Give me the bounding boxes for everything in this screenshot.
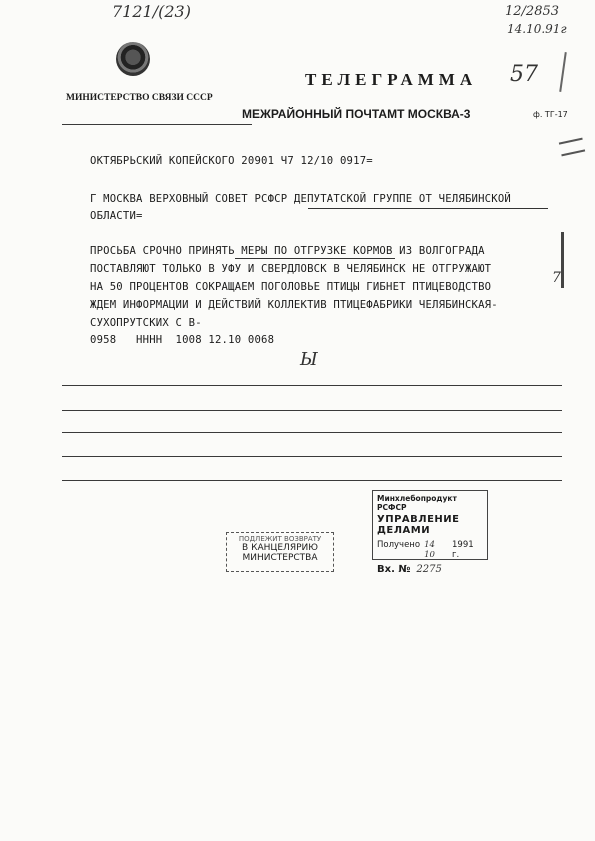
telegram-body-line-2: ПОСТАВЛЯЮТ ТОЛЬКО В УФУ И СВЕРДЛОВСК В ЧЕЛЯБИНСК НЕ ОТГРУЖАЮТ [90, 263, 492, 275]
stamp-return-line-3: МИНИСТЕРСТВА [242, 553, 318, 563]
body-underline-1 [235, 258, 395, 259]
telegram-body-line-4: ЖДЕМ ИНФОРМАЦИИ И ДЕЙСТВИЙ КОЛЛЕКТИВ ПТИЦЕФАБРИКИ ЧЕЛЯБИНСКАЯ- [90, 299, 498, 311]
handwritten-signature: Ы [300, 349, 318, 370]
handwritten-page-number: 57 [510, 62, 538, 87]
telegram-body-line-5: СУХОПРУТСКИХ С В- [90, 317, 202, 329]
handwritten-mark [559, 52, 567, 92]
handwritten-margin-note: 7 [552, 270, 561, 286]
margin-bracket [561, 232, 564, 288]
stamp-return-line-2: В КАНЦЕЛЯРИЮ [242, 543, 318, 553]
telegram-address-line-1: Г МОСКВА ВЕРХОВНЫЙ СОВЕТ РСФСР ДЕПУТАТСКОЙ ГРУППЕ ОТ ЧЕЛЯБИНСКОЙ [90, 193, 511, 205]
form-code: ф. ТГ-17 [533, 110, 568, 119]
ruled-line [62, 456, 562, 457]
stamp-received-date: 14 10 [424, 540, 435, 560]
registration-stamp [372, 490, 488, 575]
telegram-service-line: 0958 НННН 1008 12.10 0068 [90, 334, 275, 346]
post-office-name: МЕЖРАЙОННЫЙ ПОЧТАМТ МОСКВА-3 [242, 107, 471, 121]
stamp-received-label: Получено [377, 540, 421, 550]
telegram-origin-line: ОКТЯБРЬСКИЙ КОПЕЙСКОГО 20901 Ч7 12/10 0917= [90, 155, 373, 167]
ruled-line [62, 385, 562, 386]
telegram-body-line-3: НА 50 ПРОЦЕНТОВ СОКРАЩАЕМ ПОГОЛОВЬЕ ПТИЦЫ ГИБНЕТ ПТИЦЕВОДСТВО [90, 281, 492, 293]
handwritten-registration-number: 12/2853 [505, 4, 560, 19]
stamp-incoming-number: 2275 [416, 564, 442, 575]
ussr-emblem-icon [116, 42, 150, 76]
return-stamp [226, 532, 334, 572]
stamp-incoming-label: Вх. № [377, 564, 411, 575]
stamp-return-line-1: ПОДЛЕЖИТ ВОЗВРАТУ [238, 535, 322, 543]
scribble-mark [559, 138, 585, 157]
handwritten-registration-date: 14.10.91г [507, 22, 567, 36]
ruled-line [62, 432, 562, 433]
header-rule [62, 124, 252, 125]
handwritten-archive-number: 7121/(23) [112, 2, 191, 21]
telegram-title: ТЕЛЕГРАММА [305, 70, 478, 89]
telegram-body-line-1: ПРОСЬБА СРОЧНО ПРИНЯТЬ МЕРЫ ПО ОТГРУЗКЕ КОРМОВ ИЗ ВОЛГОГРАДА [90, 245, 485, 257]
telegram-address-line-2: ОБЛАСТИ= [90, 210, 143, 222]
address-underline [308, 208, 548, 209]
stamp-received-year: 1991 г. [452, 540, 474, 560]
ruled-line [62, 480, 562, 481]
ministry-label: МИНИСТЕРСТВО СВЯЗИ СССР [66, 93, 213, 103]
ruled-line [62, 410, 562, 411]
stamp-department: УПРАВЛЕНИЕ ДЕЛАМИ [377, 514, 460, 536]
stamp-org-name: Минхлебопродукт РСФСР [377, 494, 457, 512]
